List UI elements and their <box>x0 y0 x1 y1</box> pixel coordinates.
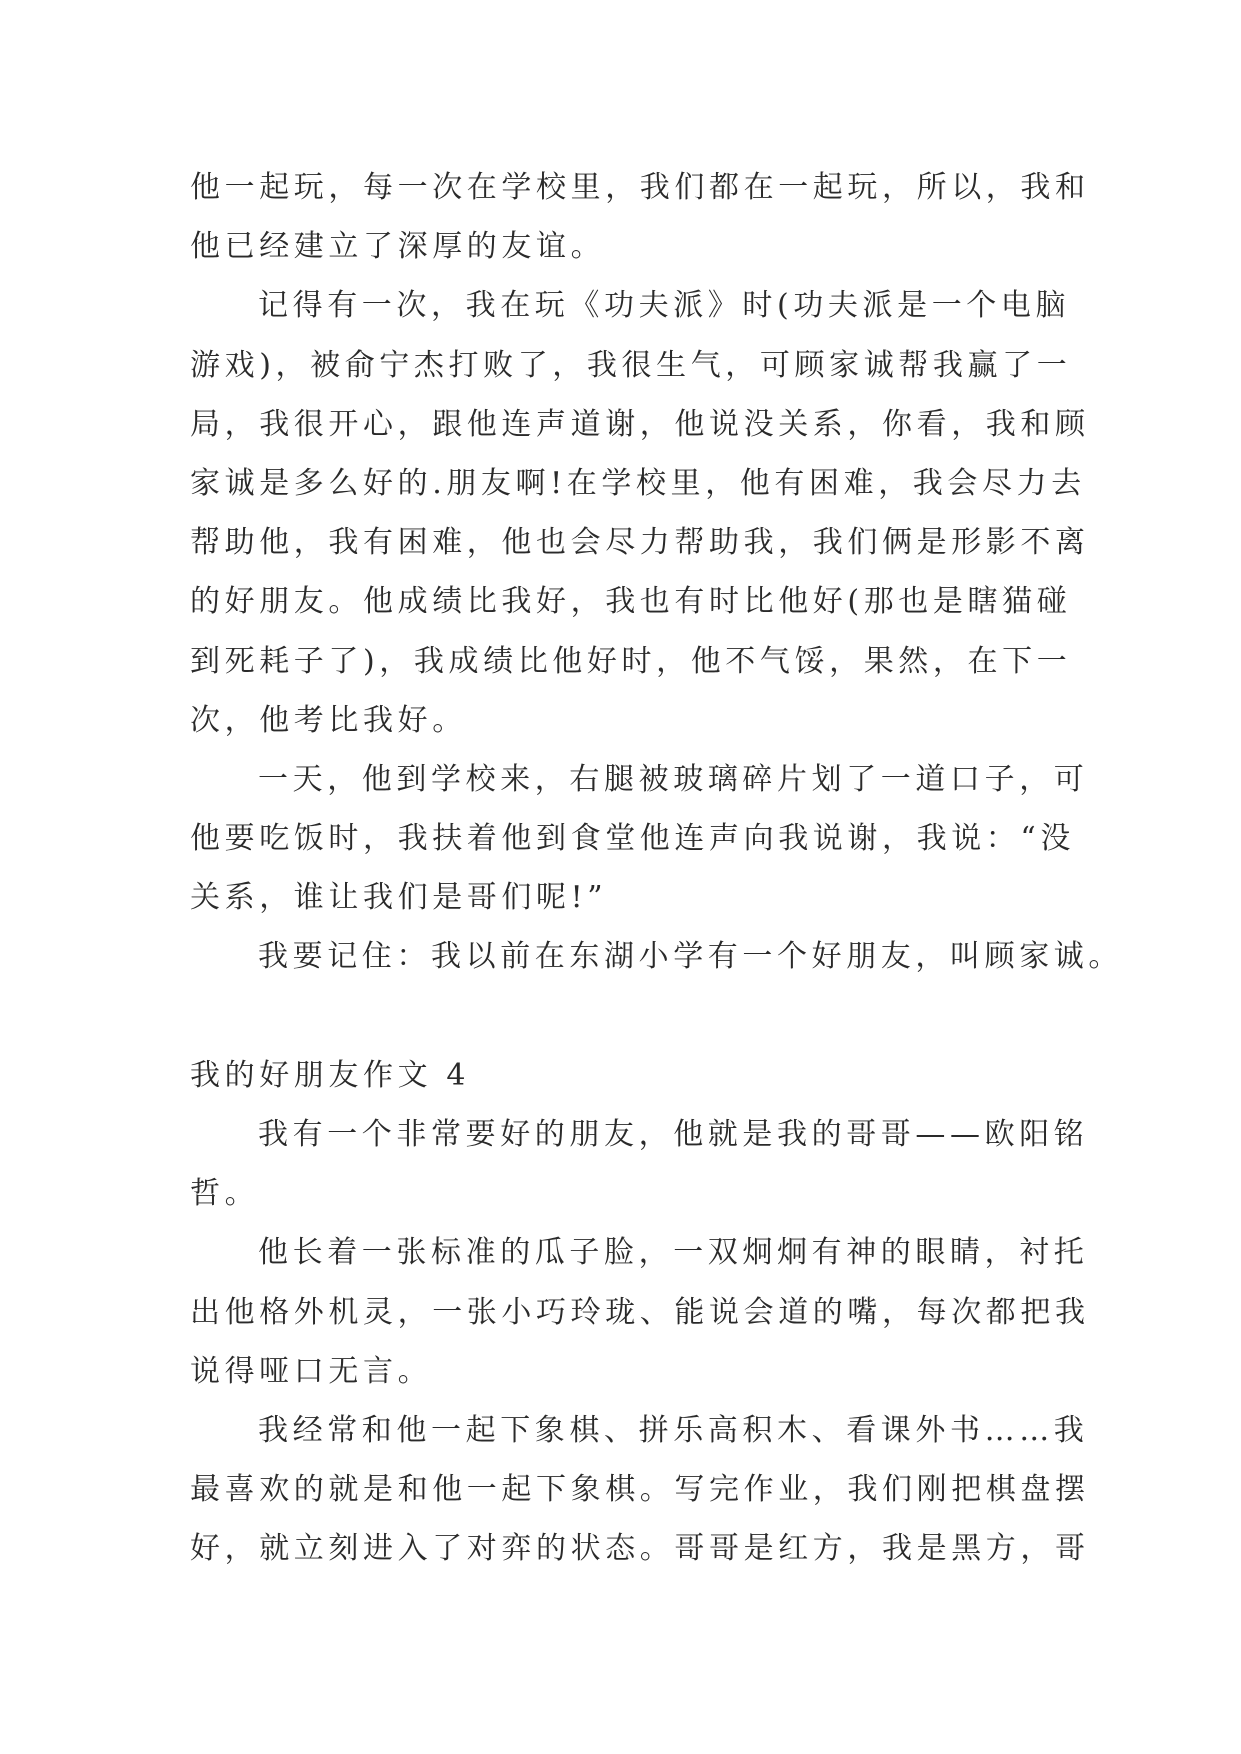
section-heading: 我的好朋友作文 4 <box>190 1057 471 1093</box>
paragraph-start: 一天，他到学校来，右腿被玻璃碎片划了一道口子，可 <box>258 761 1089 797</box>
paragraph-start: 记得有一次，我在玩《功夫派》时(功夫派是一个电脑 <box>258 288 1071 324</box>
document-page <box>190 158 1123 1579</box>
text-line: 游戏)，被俞宁杰打败了，我很生气，可顾家诚帮我赢了一 <box>190 347 1072 383</box>
text-line: 关系，谁让我们是哥们呢!” <box>190 880 608 916</box>
text-line: 哲。 <box>190 1176 260 1212</box>
text-line: 他一起玩，每一次在学校里，我们都在一起玩，所以，我和 <box>190 170 1090 205</box>
text-line: 到死耗子了)，我成绩比他好时，他不气馁，果然，在下一 <box>190 643 1072 679</box>
text-line: 局，我很开心，跟他连声道谢，他说没关系，你看，我和顾 <box>190 406 1090 442</box>
text-line: 帮助他，我有困难，他也会尽力帮助我，我们俩是形影不离 <box>190 525 1090 561</box>
text-line: 家诚是多么好的.朋友啊!在学校里，他有困难，我会尽力去 <box>190 465 1086 501</box>
text-line: 的好朋友。他成绩比我好，我也有时比他好(那也是瞎猫碰 <box>190 584 1072 620</box>
text-line: 他要吃饭时，我扶着他到食堂他连声向我说谢，我说：“没 <box>190 821 1075 857</box>
text-line: 说得哑口无言。 <box>190 1353 433 1389</box>
text-line: 出他格外机灵，一张小巧玲珑、能说会道的嘴，每次都把我 <box>190 1294 1090 1330</box>
paragraph-start: 我经常和他一起下象棋、拼乐高积木、看课外书……我 <box>258 1412 1089 1448</box>
paragraph-start: 我要记住：我以前在东湖小学有一个好朋友，叫顾家诚。 <box>258 939 1123 975</box>
section-gap <box>190 987 1052 1046</box>
text-line: 他已经建立了深厚的友谊。 <box>190 229 606 265</box>
paragraph-start: 他长着一张标准的瓜子脸，一双炯炯有神的眼睛，衬托 <box>258 1235 1089 1271</box>
paragraph-start: 我有一个非常要好的朋友，他就是我的哥哥——欧阳铭 <box>258 1117 1089 1152</box>
text-line: 最喜欢的就是和他一起下象棋。写完作业，我们刚把棋盘摆 <box>190 1472 1090 1508</box>
text-line: 好，就立刻进入了对弈的状态。哥哥是红方，我是黑方，哥 <box>190 1531 1090 1567</box>
text-line: 次，他考比我好。 <box>190 702 467 738</box>
